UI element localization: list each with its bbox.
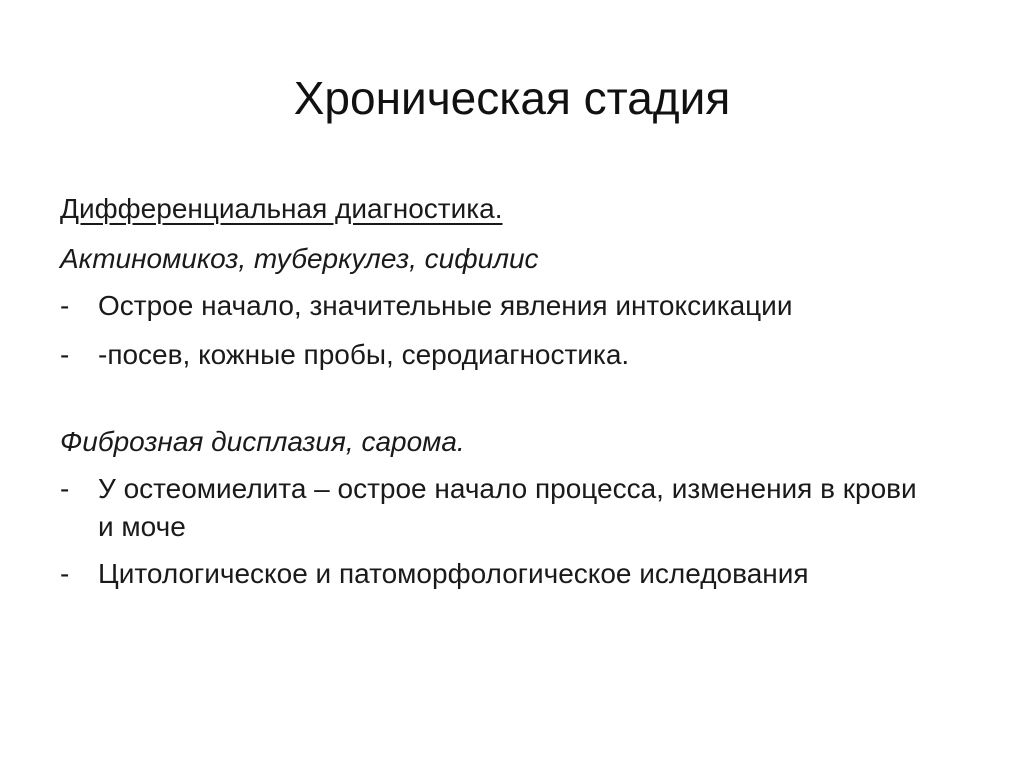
section-label-fibrous-dysplasia: Фиброзная дисплазия, сарома. [60, 426, 465, 457]
slide-title: Хроническая стадия [293, 72, 731, 124]
bullet-dash: - [60, 339, 70, 370]
bullet-dash: - [60, 290, 70, 321]
slide-content [60, 188, 980, 602]
bullet-text: У остеомиелита – острое начало процесса, изменения в крови и моче [98, 473, 917, 542]
section-label-actinomycosis: Актиномикоз, туберкулез, сифилис [60, 243, 539, 274]
bullet-dash: - [60, 473, 70, 504]
bullet-text: Цитологическое и патоморфологическое иследования [98, 558, 809, 589]
bullet-text: -посев, кожные пробы, серодиагностика. [98, 339, 630, 370]
list-item [60, 285, 980, 327]
list-item [60, 334, 980, 376]
list-item [60, 468, 980, 546]
bullet-text: Острое начало, значительные явления интоксикации [98, 290, 793, 321]
bullet-dash: - [60, 558, 70, 589]
section-spacer [60, 383, 980, 421]
differential-diagnosis-heading: Дифференциальная диагностика. [60, 193, 503, 224]
list-item [60, 553, 980, 595]
